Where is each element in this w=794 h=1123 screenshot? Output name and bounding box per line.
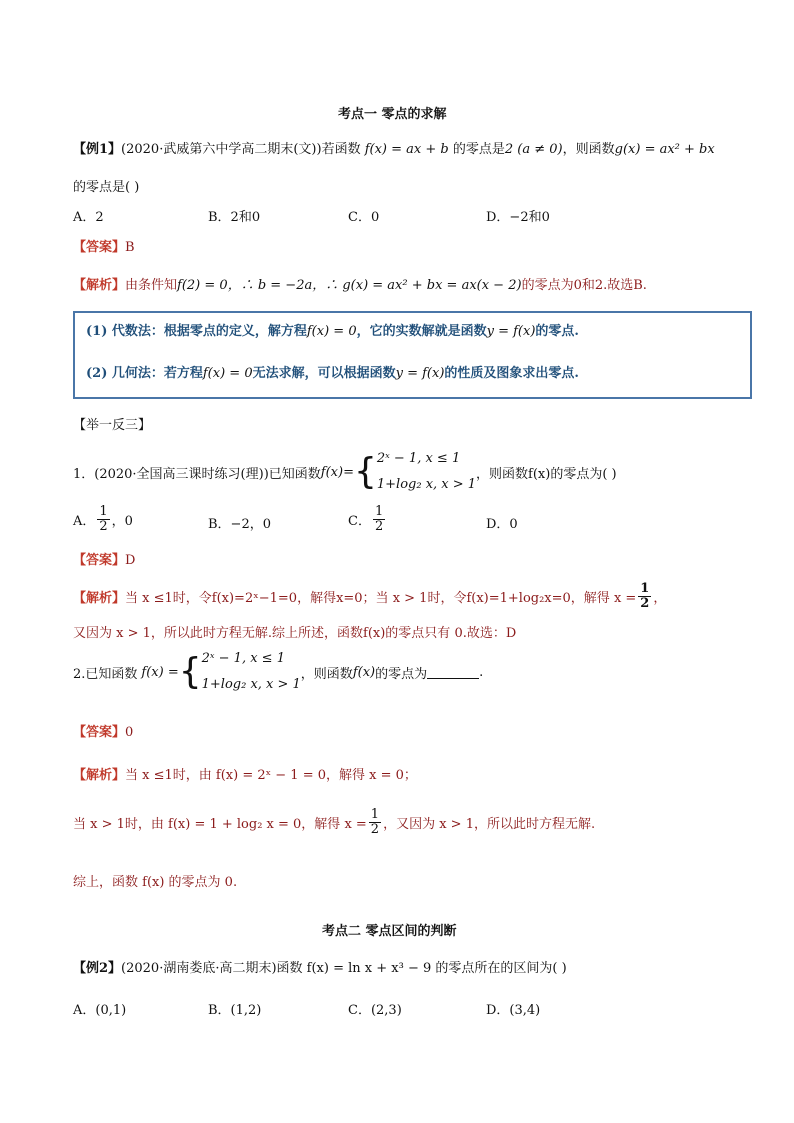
example1-stem-c: ，则函数: [562, 142, 615, 157]
q2-stem-a: 2.已知函数: [73, 666, 138, 682]
q2-brace-icon: {: [178, 651, 202, 692]
q2-case-2: 1+log₂ x, x > 1: [201, 677, 301, 692]
q1-option-a: A． $\frac{1}{2}$ ，0: [73, 504, 133, 534]
q1-opt-c-num: 1: [374, 504, 384, 519]
example1-option-b: B．2和0: [208, 210, 261, 225]
method-line1-a: (1) 代数法：根据零点的定义，解方程: [86, 324, 307, 339]
q2-answer-blank[interactable]: [427, 666, 479, 679]
q1-case-2: 1+log₂ x, x > 1: [376, 477, 477, 492]
analysis-text-b: 的零点为0和2.故选B.: [521, 278, 647, 293]
example1-option-a: A．2: [73, 210, 104, 225]
example1-analysis: [73, 274, 647, 293]
answer-value: B: [125, 240, 135, 255]
q1-opt-a-den: 2: [99, 519, 108, 534]
q2-stem-b: ，则函数: [300, 666, 353, 682]
q1-option-c: C． $\frac{1}{2}$: [348, 504, 384, 534]
analysis-text-a: 由条件知: [125, 278, 178, 293]
q1-analysis-line-1: [73, 582, 666, 611]
q2-stem-c: 的零点为: [375, 666, 428, 682]
method-line2-c: 的性质及图象求出零点.: [444, 366, 579, 381]
q1-analysis-text-a: 当 x ≤1时，令f(x)=2ˣ−1=0，解得x=0；当 x > 1时，令f(x)=1+log₂x=0，解得 x =: [125, 591, 637, 606]
example1-gx: g(x) = ax² + bx: [614, 142, 715, 157]
q1-fname: f(x)=: [320, 464, 354, 480]
q1-answer: [73, 549, 135, 568]
q1-opt-a-rest: ，0: [111, 514, 133, 529]
q2-fname: f(x) =: [141, 664, 179, 680]
answer-label: 【答案】: [73, 553, 126, 568]
example1-stem-d: 的零点是( ): [73, 180, 140, 195]
q1-stem-b: ，则函数f(x)的零点为( ): [476, 466, 617, 482]
answer-label: 【答案】: [73, 240, 126, 255]
example1-fx: f(x) = ax + b: [364, 142, 449, 157]
analysis-math-3: ，∴ g(x) = ax² + bx = ax(x − 2): [312, 278, 522, 293]
q2-stem-d: .: [479, 664, 484, 680]
q1-analysis-line-2: 又因为 x > 1，所以此时方程无解.综上所述，函数f(x)的零点只有 0.故选：D: [73, 626, 517, 641]
q1-option-b: B．−2，0: [208, 517, 271, 532]
practice-title: 【举一反三】: [73, 418, 152, 433]
example1-stem-a: 若函数: [321, 142, 361, 157]
example1-answer: [73, 236, 135, 255]
method-line1-b: ，它的实数解就是函数: [356, 324, 487, 339]
analysis-label: 【解析】: [73, 591, 126, 606]
answer-label: 【答案】: [73, 725, 126, 740]
q1-stem-a: 1．(2020·全国高三课时练习(理))已知函数: [73, 466, 321, 482]
method-line2-math2: y = f(x): [395, 366, 445, 381]
example1-option-c: C．0: [348, 210, 380, 225]
q1-analysis-frac-den: 2: [640, 596, 650, 611]
q2-analysis-frac-num: 1: [370, 807, 380, 822]
q1-opt-c-den: 2: [374, 519, 384, 534]
example2-option-c: C．(2,3): [348, 1003, 402, 1018]
example1-tag: 【例1】: [73, 142, 122, 157]
q1-brace-icon: {: [353, 451, 377, 492]
q1-stem: [73, 446, 617, 498]
example2-stem-text: (2020·湖南娄底·高二期末)函数 f(x) = ln x + x³ − 9 的零点所在的区间为( ): [121, 961, 567, 976]
example1-option-d: D．−2和0: [486, 210, 550, 225]
example1-stem-b: 的零点是: [452, 142, 505, 157]
q2-answer: [73, 721, 133, 740]
method-line2-a: (2) 几何法：若方程: [86, 366, 203, 381]
q1-analysis-text-b: ，: [653, 591, 667, 606]
analysis-label: 【解析】: [73, 768, 126, 783]
analysis-math-2: ，∴ b = −2a: [227, 278, 313, 293]
q1-cases: [377, 446, 476, 498]
q2-analysis-frac-den: 2: [370, 822, 380, 837]
example1-cond: 2 (a ≠ 0): [504, 142, 563, 157]
q2-analysis-text-1: 当 x ≤1时，由 f(x) = 2ˣ − 1 = 0，解得 x = 0；: [125, 768, 417, 783]
analysis-math-1: f(2) = 0: [177, 278, 228, 293]
q1-analysis-frac-num: 1: [640, 581, 650, 596]
method-line2-math: f(x) = 0: [202, 366, 253, 381]
q2-case-1: 2ˣ − 1, x ≤ 1: [201, 651, 285, 666]
q1-case-1: 2ˣ − 1, x ≤ 1: [376, 451, 461, 466]
q2-fx: f(x): [352, 664, 376, 680]
q2-analysis-line-1: [73, 764, 417, 783]
section-title-1: 考点一 零点的求解: [338, 107, 447, 122]
q2-stem: [73, 646, 483, 698]
example2-option-a: A．(0,1): [73, 1003, 127, 1018]
q2-analysis-text-2b: ，又因为 x > 1，所以此时方程无解.: [383, 817, 596, 832]
q1-opt-a-num: 1: [99, 504, 108, 519]
example1-stem-line1: [73, 138, 715, 157]
method-line-2: [86, 362, 579, 381]
example1-source: (2020·武威第六中学高二期末(文)): [121, 142, 322, 157]
section-title-2: 考点二 零点区间的判断: [322, 924, 457, 939]
example2-option-d: D．(3,4): [486, 1003, 541, 1018]
q1-option-d: D．0: [486, 517, 518, 532]
method-line2-b: 无法求解，可以根据函数: [252, 366, 396, 381]
analysis-label: 【解析】: [73, 278, 126, 293]
q2-analysis-line-2: [73, 808, 595, 837]
method-line-1: [86, 320, 579, 339]
method-line1-c: 的零点.: [535, 324, 579, 339]
method-line1-math: f(x) = 0: [306, 324, 357, 339]
q2-analysis-text-2a: 当 x > 1时，由 f(x) = 1 + log₂ x = 0，解得 x =: [73, 817, 367, 832]
example2-option-b: B．(1,2): [208, 1003, 262, 1018]
method-line1-math2: y = f(x): [486, 324, 536, 339]
q2-analysis-line-3: 综上，函数 f(x) 的零点为 0.: [73, 875, 238, 890]
answer-value: 0: [125, 725, 134, 740]
example2-stem: [73, 957, 567, 976]
example2-tag: 【例2】: [73, 961, 122, 976]
q2-cases: [202, 646, 301, 698]
answer-value: D: [125, 553, 136, 568]
